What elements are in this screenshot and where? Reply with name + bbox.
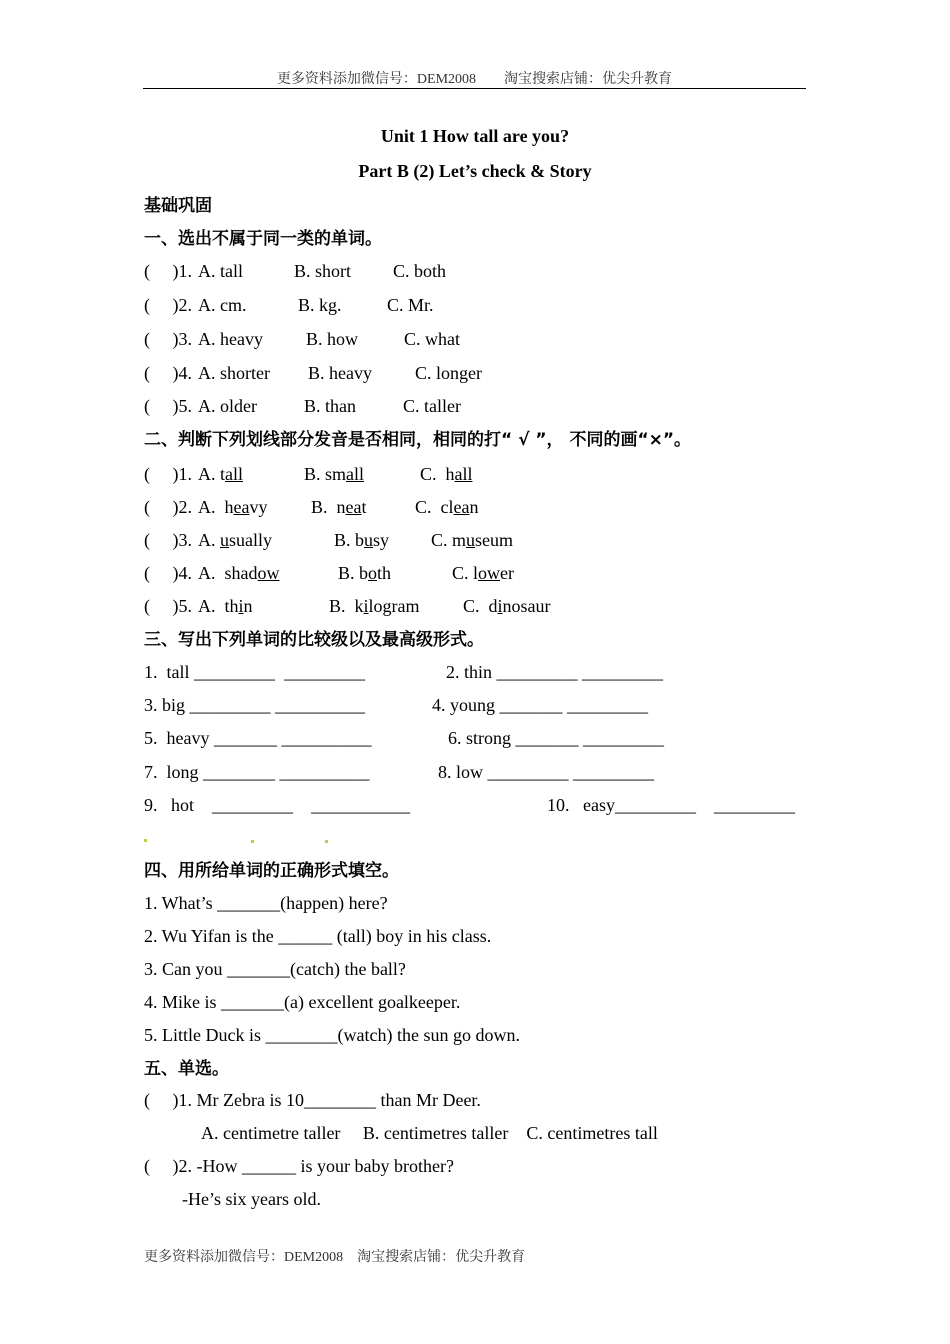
word-part: A. t xyxy=(198,464,225,484)
scan-speck xyxy=(144,839,147,842)
s2-item-4-number: ( )4. xyxy=(144,563,192,583)
underlined-letters: u xyxy=(364,530,374,550)
word-item-1: 1. tall _________ _________ xyxy=(144,662,365,682)
s2-item-4-option-c xyxy=(452,562,514,584)
word-part: B. b xyxy=(338,563,369,583)
header-rule xyxy=(143,88,806,89)
s1-item-2-option-a: A. cm. xyxy=(198,295,247,315)
s2-item-1-number: ( )1. xyxy=(144,464,192,484)
s1-item-1-option-c: C. both xyxy=(393,261,447,281)
word-item-6: 6. strong _______ _________ xyxy=(448,728,664,748)
choice-question-2: ( )2. -How ______ is your baby brother? xyxy=(144,1156,454,1176)
word-part: C. m xyxy=(431,530,467,550)
word-part: A. h xyxy=(198,497,234,517)
word-part: er xyxy=(500,563,514,583)
word-part: nosaur xyxy=(502,596,551,616)
word-part: th xyxy=(377,563,392,583)
scan-speck xyxy=(325,840,328,843)
s2-item-2-number: ( )2. xyxy=(144,497,192,517)
s1-item-2-option-c: C. Mr. xyxy=(387,295,434,315)
s2-item-2-option-b xyxy=(311,496,367,518)
section-5-title: 五、单选。 xyxy=(144,1059,229,1079)
underlined-letters: ea xyxy=(233,497,250,517)
s1-item-2-number: ( )2. xyxy=(144,295,192,315)
section-2-title: 二、判断下列划线部分发音是否相同，相同的打“ √ ”， 不同的画“×”。 xyxy=(144,430,692,450)
s2-item-5-option-b xyxy=(329,595,420,617)
word-part: n xyxy=(469,497,479,517)
s1-item-3-option-a: A. heavy xyxy=(198,329,263,349)
word-part: A. xyxy=(198,530,220,550)
choice-question-1: ( )1. Mr Zebra is 10________ than Mr Deer. xyxy=(144,1090,481,1110)
word-part: B. b xyxy=(334,530,365,550)
underlined-letters: i xyxy=(238,596,244,616)
s2-item-3-option-a xyxy=(198,529,272,551)
s1-item-3-option-c: C. what xyxy=(404,329,460,349)
underlined-letters: ea xyxy=(453,497,470,517)
word-part: sually xyxy=(229,530,272,550)
word-item-7: 7. long ________ __________ xyxy=(144,762,370,782)
s2-item-2-option-a xyxy=(198,496,267,518)
s1-item-5-number: ( )5. xyxy=(144,396,192,416)
word-part: C. cl xyxy=(415,497,454,517)
s1-item-1-option-b: B. short xyxy=(294,261,352,281)
s2-item-5-option-c xyxy=(463,595,551,617)
unit-title: Unit 1 How tall are you? xyxy=(380,126,570,146)
word-item-5: 5. heavy _______ __________ xyxy=(144,728,372,748)
s1-item-4-option-a: A. shorter xyxy=(198,363,270,383)
choice-options-1: A. centimetre taller B. centimetres taller C. centimetres tall xyxy=(201,1123,658,1143)
fill-item-2: 2. Wu Yifan is the ______ (tall) boy in his class. xyxy=(144,926,492,946)
word-item-4: 4. young _______ _________ xyxy=(432,695,648,715)
word-part: B. sm xyxy=(304,464,347,484)
word-part: sy xyxy=(373,530,390,550)
word-part: t xyxy=(361,497,367,517)
s2-item-5-option-a xyxy=(198,595,253,617)
word-item-2: 2. thin _________ _________ xyxy=(446,662,664,682)
choice-answer-2: -He’s six years old. xyxy=(182,1189,321,1209)
word-part: vy xyxy=(249,497,268,517)
s2-item-3-option-c xyxy=(431,529,513,551)
word-item-10: 10. easy_________ _________ xyxy=(547,795,795,815)
word-part: C. l xyxy=(452,563,479,583)
word-item-9: 9. hot _________ ___________ xyxy=(144,795,411,815)
s1-item-3-number: ( )3. xyxy=(144,329,192,349)
word-part: A. th xyxy=(198,596,239,616)
underlined-letters: ea xyxy=(345,497,362,517)
s2-item-5-number: ( )5. xyxy=(144,596,192,616)
s2-item-3-number: ( )3. xyxy=(144,530,192,550)
word-part: C. h xyxy=(420,464,455,484)
word-part: seum xyxy=(475,530,514,550)
underlined-letters: o xyxy=(368,563,378,583)
section-3-title: 三、写出下列单词的比较级以及最高级形式。 xyxy=(144,630,484,650)
underlined-letters: all xyxy=(454,464,473,484)
s2-item-4-option-b xyxy=(338,562,391,584)
category-label: 基础巩固 xyxy=(144,196,212,216)
underlined-letters: ow xyxy=(478,563,501,583)
word-part: logram xyxy=(368,596,420,616)
word-part: B. n xyxy=(311,497,346,517)
s1-item-1-option-a: A. tall xyxy=(198,261,243,281)
word-part: n xyxy=(243,596,253,616)
underlined-letters: all xyxy=(225,464,243,484)
section-1-title: 一、选出不属于同一类的单词。 xyxy=(144,229,382,249)
section-4-title: 四、用所给单词的正确形式填空。 xyxy=(144,861,399,881)
fill-item-1: 1. What’s _______(happen) here? xyxy=(144,893,388,913)
s1-item-3-option-b: B. how xyxy=(306,329,359,349)
s2-item-1-option-a xyxy=(198,463,243,485)
word-part: C. d xyxy=(463,596,498,616)
s1-item-2-option-b: B. kg. xyxy=(298,295,342,315)
underlined-letters: all xyxy=(346,464,365,484)
page-header: 更多资料添加微信号：DEM2008 淘宝搜索店铺：优尖升教育 xyxy=(276,72,673,87)
s1-item-5-option-c: C. taller xyxy=(403,396,461,416)
word-item-3: 3. big _________ __________ xyxy=(144,695,366,715)
fill-item-3: 3. Can you _______(catch) the ball? xyxy=(144,959,406,979)
page-footer: 更多资料添加微信号：DEM2008 淘宝搜索店铺：优尖升教育 xyxy=(144,1250,526,1265)
s1-item-4-number: ( )4. xyxy=(144,363,192,383)
s2-item-1-option-b xyxy=(304,463,364,485)
underlined-letters: u xyxy=(466,530,476,550)
s1-item-4-option-c: C. longer xyxy=(415,363,482,383)
s1-item-5-option-a: A. older xyxy=(198,396,257,416)
s2-item-3-option-b xyxy=(334,529,389,551)
scan-speck xyxy=(251,840,254,843)
s2-item-4-option-a xyxy=(198,562,280,584)
s1-item-4-option-b: B. heavy xyxy=(308,363,372,383)
s1-item-1-number: ( )1. xyxy=(144,261,192,281)
fill-item-5: 5. Little Duck is ________(watch) the sun go down. xyxy=(144,1025,520,1045)
s1-item-5-option-b: B. than xyxy=(304,396,356,416)
underlined-letters: i xyxy=(497,596,503,616)
word-part: A. shad xyxy=(198,563,258,583)
word-item-8: 8. low _________ _________ xyxy=(438,762,654,782)
s2-item-2-option-c xyxy=(415,496,478,518)
underlined-letters: ow xyxy=(257,563,280,583)
underlined-letters: i xyxy=(363,596,369,616)
word-part: B. k xyxy=(329,596,364,616)
underlined-letters: u xyxy=(220,530,229,550)
fill-item-4: 4. Mike is _______(a) excellent goalkeeper. xyxy=(144,992,461,1012)
part-title: Part B (2) Let’s check & Story xyxy=(358,161,592,181)
s2-item-1-option-c xyxy=(420,463,473,485)
